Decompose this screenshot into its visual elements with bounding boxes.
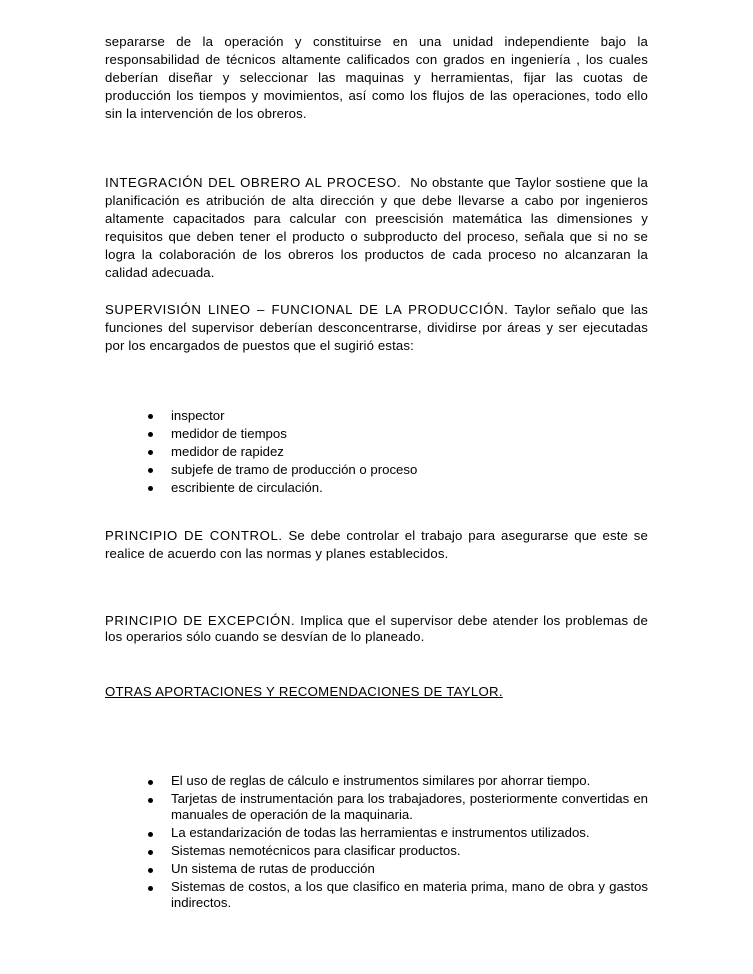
list-item: Un sistema de rutas de producción [147, 861, 648, 877]
list-item: inspector [147, 407, 627, 425]
supervision-text: Taylor señalo que las funciones del supervisor deberían desconcentrarse, dividirse por áreas y ser ejecutadas por los encargados de puestos que el sugirió estas: [105, 302, 648, 353]
intro-paragraph: separarse de la operación y constituirse en una unidad independiente bajo la responsabilidad de técnicos altamente calificados con grados en ingeniería , los cuales deberían diseñar y seleccionar las maquinas y herramientas, fijar las cuotas de producción los tiempos y movimientos, así como los flujos de las operaciones, todo ello sin la intervención de los obreros. [105, 34, 648, 121]
list-item: La estandarización de todas las herramientas e instrumentos utilizados. [147, 825, 648, 841]
list-item: medidor de tiempos [147, 425, 627, 443]
integracion-text: No obstante que Taylor sostiene que la planificación es atribución de alta dirección y que debe llevarse a cabo por ingenieros altamente capacitados para calcular con preescisión matemática las dimensiones y requisitos que deben tener el producto o subproducto del proceso, señala que si no se logra la colaboración de los obreros los productos de cada proceso no alcanzaran la calidad adecuada. [105, 175, 652, 280]
list-item: medidor de rapidez [147, 443, 627, 461]
supervision-paragraph [105, 301, 648, 355]
list-item: Sistemas nemotécnicos para clasificar productos. [147, 843, 648, 859]
list-item: El uso de reglas de cálculo e instrumentos similares por ahorrar tiempo. [147, 773, 648, 789]
control-label: PRINCIPIO DE CONTROL. [105, 528, 283, 543]
excepcion-label: PRINCIPIO DE EXCEPCIÓN. [105, 613, 296, 628]
integracion-paragraph [105, 174, 652, 282]
control-paragraph [105, 527, 648, 563]
excepcion-paragraph [105, 613, 648, 645]
list-item: Sistemas de costos, a los que clasifico en materia prima, mano de obra y gastos indirectos. [147, 879, 648, 911]
otras-aportaciones-heading: OTRAS APORTACIONES Y RECOMENDACIONES DE TAYLOR. [105, 684, 503, 699]
list-item: Tarjetas de instrumentación para los trabajadores, posteriormente convertidas en manuales de operación de la maquinaria. [147, 791, 648, 823]
integracion-label: INTEGRACIÓN DEL OBRERO AL PROCESO. [105, 175, 402, 190]
excepcion-text: Implica que el supervisor debe atender los problemas de los operarios sólo cuando se desvían de lo planeado. [105, 613, 649, 644]
aportaciones-list [147, 773, 648, 913]
control-text: Se debe controlar el trabajo para asegurarse que este se realice de acuerdo con las normas y planes establecidos. [105, 528, 648, 561]
puestos-list [147, 407, 627, 497]
list-item: escribiente de circulación. [147, 479, 627, 497]
list-item: subjefe de tramo de producción o proceso [147, 461, 627, 479]
supervision-label: SUPERVISIÓN LINEO – FUNCIONAL DE LA PRODUCCIÓN. [105, 302, 509, 317]
